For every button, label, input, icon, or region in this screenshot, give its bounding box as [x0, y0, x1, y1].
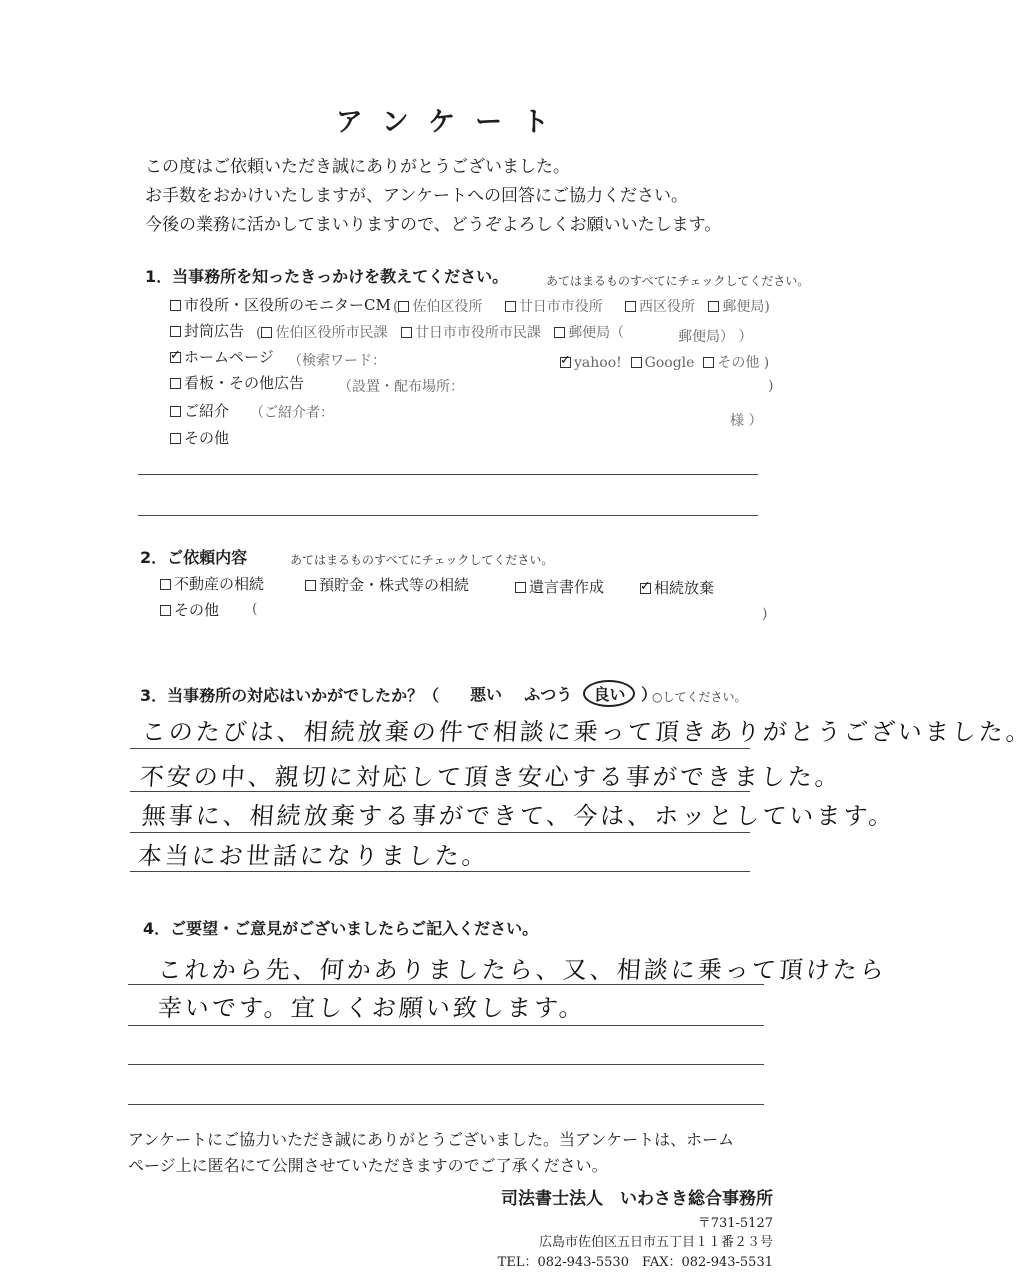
office-postal: 〒731-5127 — [697, 1216, 773, 1231]
answer-line — [128, 984, 764, 985]
intro-line: この度はご依頼いただき誠にありがとうございました。 — [145, 157, 570, 177]
footer-line: ページ上に匿名にて公開させていただきますのでご了承ください。 — [128, 1156, 608, 1175]
q1-search-engines: ✓ yahoo! Google その他 ) — [560, 352, 769, 372]
checkbox[interactable] — [160, 605, 171, 616]
answer-line — [130, 748, 750, 749]
checkbox[interactable] — [398, 301, 409, 312]
checkbox[interactable] — [160, 579, 171, 590]
intro-line: お手数をおかけいたしますが、アンケートへの回答にご協力ください。 — [145, 186, 688, 206]
handwritten-answer: 幸いです。宜しくお願い致します。 — [156, 994, 587, 1022]
checkbox[interactable] — [631, 357, 642, 368]
q1-option-homepage[interactable]: ✓ホームページ — [170, 346, 274, 367]
checkbox[interactable] — [170, 326, 181, 337]
opening-paren: ( — [252, 601, 258, 617]
rating-good-circled[interactable]: 良い — [583, 680, 635, 707]
answer-line — [130, 871, 750, 872]
q1-referral-detail: （ご紹介者： — [250, 405, 334, 421]
q3-note: ○してください。 — [652, 690, 747, 704]
q3-ratings: 悪い ふつう 良い ） — [470, 680, 657, 707]
q1-envelope-tail: 郵便局） ） — [678, 329, 753, 345]
handwritten-answer: このたびは、相続放棄の件で相談に乗って頂きありがとうございました。 — [140, 718, 1034, 746]
q2-option-checked[interactable]: ✓ 相続放棄 — [640, 577, 714, 598]
q1-option-envelope[interactable]: 封筒広告 — [170, 320, 244, 341]
checkbox[interactable] — [170, 378, 181, 389]
answer-line — [128, 1104, 764, 1105]
rating-normal[interactable]: ふつう — [524, 685, 573, 704]
closing-paren: ) — [768, 378, 774, 394]
handwritten-answer: 本当にお世話になりました。 — [136, 842, 490, 870]
checkbox[interactable] — [708, 301, 719, 312]
q1-option-other[interactable]: その他 — [170, 427, 229, 448]
answer-line — [128, 1064, 764, 1065]
checkbox[interactable] — [305, 580, 316, 591]
checkbox[interactable] — [170, 406, 181, 417]
checkbox[interactable] — [401, 327, 412, 338]
q1-envelope-detail: ( 佐伯区役所市民課 廿日市市役所市民課 郵便局（ — [256, 325, 625, 341]
checkbox[interactable] — [625, 301, 636, 312]
checkbox[interactable] — [170, 300, 181, 311]
checkbox-checked[interactable] — [170, 352, 181, 363]
q1-monitor-detail: ( 佐伯区役所 廿日市市役所 西区役所 郵便局) — [393, 299, 770, 315]
checkbox[interactable] — [261, 327, 272, 338]
answer-line — [138, 474, 758, 475]
answer-line — [130, 791, 750, 792]
page-title: アンケート — [335, 107, 570, 138]
q2-note: あてはまるものすべてにチェックしてください。 — [290, 553, 554, 567]
q1-referral-tail: 様 ） — [730, 413, 763, 429]
checkbox-checked[interactable] — [560, 357, 571, 368]
checkbox[interactable] — [703, 357, 714, 368]
q1-heading: 1．当事務所を知ったきっかけを教えてください。 — [145, 267, 509, 286]
answer-line — [130, 832, 750, 833]
q1-homepage-detail: （検索ワード： — [288, 353, 386, 369]
checkbox-checked[interactable] — [640, 583, 651, 594]
checkbox[interactable] — [554, 327, 565, 338]
handwritten-answer: 不安の中、親切に対応して頂き安心する事ができました。 — [138, 763, 843, 791]
q2-option[interactable]: 不動産の相続 — [160, 573, 264, 594]
q2-heading: 2．ご依頼内容 — [140, 548, 248, 567]
q2-option[interactable]: 遺言書作成 — [515, 576, 604, 597]
office-address: 広島市佐伯区五日市五丁目１１番２３号 — [538, 1235, 773, 1250]
answer-line — [128, 1025, 764, 1026]
q1-signboard-detail: （設置・配布場所： — [338, 379, 464, 395]
q3-heading: 3．当事務所の対応はいかがでしたか？（ — [140, 686, 440, 705]
answer-line — [138, 515, 758, 516]
checkbox[interactable] — [170, 433, 181, 444]
q1-option-monitor[interactable]: 市役所・区役所のモニターCM — [170, 294, 391, 315]
office-phone: TEL：082-943-5530 FAX：082-943-5531 — [497, 1255, 773, 1270]
rating-bad[interactable]: 悪い — [470, 685, 503, 704]
checkbox[interactable] — [515, 582, 526, 593]
q4-heading: 4．ご要望・ご意見がございましたらご記入ください。 — [143, 919, 539, 938]
office-name: 司法書士法人 いわさき総合事務所 — [501, 1189, 773, 1209]
q2-option[interactable]: その他 — [160, 599, 219, 620]
handwritten-answer: 無事に、相続放棄する事ができて、今は、ホッとしています。 — [140, 802, 897, 830]
handwritten-answer: これから先、何かありましたら、又、相談に乗って頂けたら — [156, 956, 888, 984]
q2-option[interactable]: 預貯金・株式等の相続 — [305, 574, 469, 595]
q1-option-signboard[interactable]: 看板・その他広告 — [170, 372, 304, 393]
intro-line: 今後の業務に活かしてまいりますので、どうぞよろしくお願いいたします。 — [145, 215, 722, 235]
footer-line: アンケートにご協力いただき誠にありがとうございました。当アンケートは、ホーム — [128, 1130, 735, 1149]
checkbox[interactable] — [505, 301, 516, 312]
closing-paren: ) — [762, 606, 768, 622]
q1-note: あてはまるものすべてにチェックしてください。 — [546, 274, 810, 288]
q1-option-referral[interactable]: ご紹介 — [170, 400, 229, 421]
